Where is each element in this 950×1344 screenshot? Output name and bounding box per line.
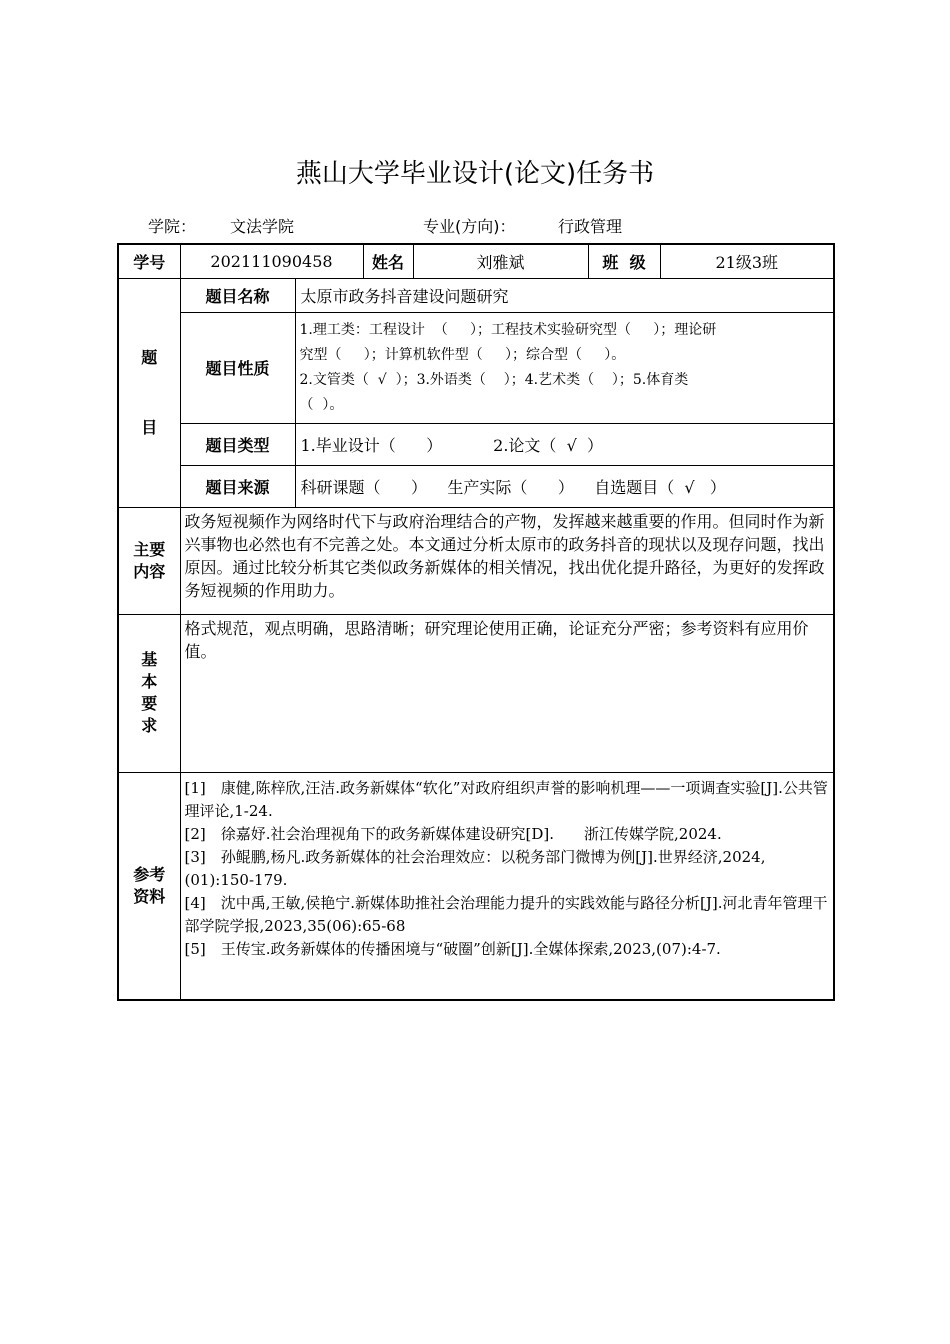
- document-title: 燕山大学毕业设计(论文)任务书: [295, 159, 655, 189]
- requirements-char-4: 求: [141, 716, 158, 735]
- requirements-char-1: 基: [141, 650, 158, 669]
- references-label-line-2: 资料: [133, 886, 166, 906]
- reference-item-3: [3] 孙鲲鹏,杨凡.政务新媒体的社会治理效应：以税务部门微博为例[J].世界经济,2024,(01):150-179.: [184, 847, 766, 889]
- nature-line-2: 究型（ ）；计算机软件型（ ）；综合型（ ）。: [299, 346, 626, 363]
- topic-type-row: [118, 423, 834, 465]
- topic-name-label: 题目名称: [180, 278, 295, 312]
- main-content-label-line-2: 内容: [133, 561, 166, 581]
- topic-source-label: 题目来源: [180, 465, 295, 507]
- requirements-label: [118, 614, 180, 772]
- student-id-value: 202111090458: [180, 244, 363, 278]
- college-value: 文法学院: [230, 217, 295, 236]
- main-content-row: [118, 507, 834, 614]
- topic-section-label: [118, 278, 180, 507]
- class-label: 班 级: [588, 244, 660, 278]
- reference-item-2: [2] 徐嘉妤.社会治理视角下的政务新媒体建设研究[D]. 浙江传媒学院,2024.: [184, 824, 722, 843]
- student-id-label: 学号: [118, 244, 180, 278]
- nature-line-3: 2.文管类（ √ ）；3.外语类（ ）；4.艺术类（ ）；5.体育类: [299, 371, 689, 388]
- topic-nature-value: [295, 312, 834, 423]
- class-value: 21级3班: [660, 244, 834, 278]
- references-label: [118, 772, 180, 1000]
- topic-section-char-2: 目: [141, 417, 158, 437]
- main-content-text: 政务短视频作为网络时代下与政府治理结合的产物，发挥越来越重要的作用。但同时作为新兴事物也必然也有不完善之处。本文通过分析太原市的政务抖音的现状以及现存问题，找出原因。通过比较分析其它类似政务新媒体的相关情况，找出优化提升路径，为更好的发挥政务短视频的作用助力。: [180, 507, 834, 614]
- name-label: 姓名: [363, 244, 413, 278]
- references-list: [180, 772, 834, 1000]
- document-meta: [0, 214, 950, 238]
- nature-line-4: （ ）。: [299, 396, 344, 413]
- topic-nature-row: [118, 312, 834, 423]
- requirements-char-3: 要: [141, 694, 158, 713]
- reference-item-5: [5] 王传宝.政务新媒体的传播困境与“破圈”创新[J].全媒体探索,2023,(07):4-7.: [184, 939, 721, 958]
- topic-name-row: [118, 278, 834, 312]
- header-row: [118, 244, 834, 278]
- name-value: 刘雅斌: [413, 244, 588, 278]
- topic-name-value: 太原市政务抖音建设问题研究: [295, 278, 834, 312]
- topic-section-char-1: 题: [141, 347, 158, 367]
- task-form-table: [117, 243, 835, 1001]
- requirements-text: 格式规范，观点明确，思路清晰；研究理论使用正确，论证充分严密；参考资料有应用价值。: [180, 614, 834, 772]
- references-label-line-1: 参考: [133, 864, 166, 884]
- references-row: [118, 772, 834, 1000]
- main-content-label: [118, 507, 180, 614]
- nature-line-1: 1.理工类：工程设计 （ ）；工程技术实验研究型（ ）；理论研: [299, 321, 717, 338]
- reference-item-4: [4] 沈中禹,王敏,侯艳宁.新媒体助推社会治理能力提升的实践效能与路径分析[J].河北青年管理干部学院学报,2023,35(06):65-68: [184, 893, 828, 935]
- topic-nature-label: 题目性质: [180, 312, 295, 423]
- requirements-char-2: 本: [141, 672, 158, 691]
- requirements-row: [118, 614, 834, 772]
- topic-type-label: 题目类型: [180, 423, 295, 465]
- college-label: 学院：: [148, 217, 197, 236]
- topic-source-row: [118, 465, 834, 507]
- topic-type-value: 1.毕业设计（ ） 2.论文（ √ ）: [295, 423, 834, 465]
- reference-item-1: [1] 康健,陈梓欣,汪洁.政务新媒体“软化”对政府组织声誉的影响机理——一项调查实验[J].公共管理评论,1-24.: [184, 778, 828, 820]
- topic-source-value: 科研课题（ ） 生产实际（ ） 自选题目（ √ ）: [295, 465, 834, 507]
- main-content-label-line-1: 主要: [133, 539, 166, 559]
- major-label: 专业(方向)：: [423, 217, 516, 236]
- major-value: 行政管理: [558, 217, 623, 236]
